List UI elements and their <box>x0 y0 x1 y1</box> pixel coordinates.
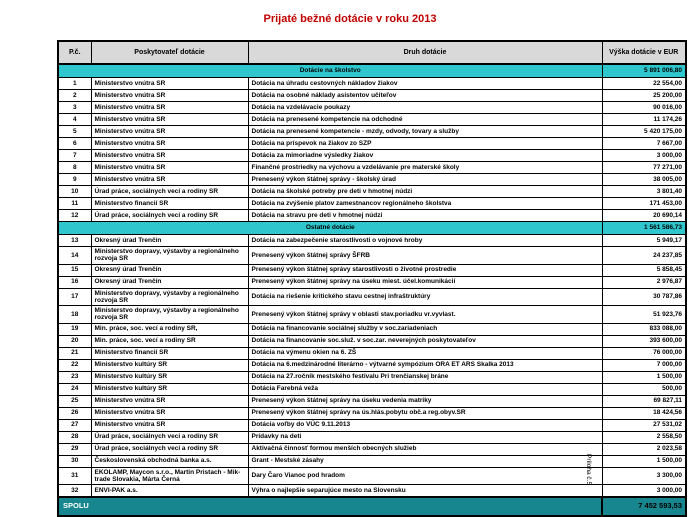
row-number: 15 <box>58 264 91 276</box>
row-amount: 2 558,50 <box>602 431 686 443</box>
row-amount: 7 000,00 <box>602 359 686 371</box>
table-row <box>58 419 686 431</box>
table-row <box>58 395 686 407</box>
row-provider: Ministerstvo dopravy, výstavby a regionálneho rozvoja SR <box>91 247 248 265</box>
row-subsidy-type: Dotácia Farebná veža <box>248 383 602 395</box>
grand-total-row <box>58 497 686 516</box>
row-amount: 25 200,00 <box>602 90 686 102</box>
row-subsidy-type: Aktivačná činnosť formou menších obecných služieb <box>248 443 602 455</box>
row-provider: Ministerstvo dopravy, výstavby a regionálneho rozvoja SR <box>91 288 248 306</box>
row-subsidy-type: Dotácia na osobné náklady asistentov učiteľov <box>248 90 602 102</box>
grand-total-label: SPOLU <box>58 497 602 516</box>
row-number: 32 <box>58 485 91 498</box>
row-amount: 5 949,17 <box>602 235 686 247</box>
row-subsidy-type: Výhra o najlepšie separujúce mesto na Slovensku <box>248 485 602 498</box>
attachment-number-note: Príloha č.5 <box>585 454 592 486</box>
row-subsidy-type: Dotácia voľby do VÚC 9.11.2013 <box>248 419 602 431</box>
col-header-type: Druh dotácie <box>248 41 602 64</box>
table-row <box>58 78 686 90</box>
row-number: 4 <box>58 114 91 126</box>
table-row <box>58 235 686 247</box>
row-subsidy-type: Dotácia na zvýšenie platov zamestnancov regionálneho školstva <box>248 198 602 210</box>
row-subsidy-type: Prenesený výkon štátnej správy ŠFRB <box>248 247 602 265</box>
row-subsidy-type: Prenesený výkon štátnej správy - školský úrad <box>248 174 602 186</box>
row-subsidy-type: Prídavky na deti <box>248 431 602 443</box>
row-subsidy-type: Prenesený výkon štátnej správy starostlivosti o životné prostredie <box>248 264 602 276</box>
table-body <box>58 64 686 497</box>
table-row <box>58 174 686 186</box>
row-amount: 22 554,00 <box>602 78 686 90</box>
row-number: 10 <box>58 186 91 198</box>
row-subsidy-type: Dotácia na riešenie kritického stavu cestnej infraštruktúry <box>248 288 602 306</box>
row-provider: Ministerstvo vnútra SR <box>91 419 248 431</box>
row-subsidy-type: Prenesený výkon štátnej správy na úseku vedenia matriky <box>248 395 602 407</box>
table-row <box>58 485 686 498</box>
row-number: 30 <box>58 455 91 467</box>
table-row <box>58 114 686 126</box>
table-row <box>58 288 686 306</box>
table-row <box>58 247 686 265</box>
subsidies-table-container <box>57 40 685 517</box>
row-subsidy-type: Prenesený výkon štátnej správy v oblasti stav.poriadku vr.vyvlast. <box>248 306 602 324</box>
row-amount: 51 923,76 <box>602 306 686 324</box>
row-number: 23 <box>58 371 91 383</box>
row-number: 12 <box>58 210 91 222</box>
row-amount: 3 801,40 <box>602 186 686 198</box>
table-row <box>58 210 686 222</box>
table-header <box>58 41 686 64</box>
row-provider: Ministerstvo vnútra SR <box>91 138 248 150</box>
row-provider: Československá obchodná banka a.s. <box>91 455 248 467</box>
row-amount: 24 237,85 <box>602 247 686 265</box>
row-number: 17 <box>58 288 91 306</box>
row-amount: 77 271,00 <box>602 162 686 174</box>
row-number: 24 <box>58 383 91 395</box>
table-row <box>58 138 686 150</box>
row-provider: Ministerstvo vnútra SR <box>91 174 248 186</box>
row-number: 31 <box>58 467 91 485</box>
table-row <box>58 359 686 371</box>
row-number: 7 <box>58 150 91 162</box>
row-provider: Ministerstvo dopravy, výstavby a regionálneho rozvoja SR <box>91 306 248 324</box>
row-provider: EKOLAMP, Maycon s.r.o., Martin Pristach - Mik-trade Slovakia, Márta Černá <box>91 467 248 485</box>
grand-total-amount: 7 452 593,53 <box>602 497 686 516</box>
row-amount: 1 500,00 <box>602 371 686 383</box>
section-total-amount: 1 561 586,73 <box>602 222 686 235</box>
row-subsidy-type: Dotácia na 27.ročník mestského festivalu Pri trenčianskej bráne <box>248 371 602 383</box>
row-provider: Úrad práce, sociálnych vecí a rodiny SR <box>91 186 248 198</box>
table-footer <box>58 497 686 516</box>
row-amount: 2 023,58 <box>602 443 686 455</box>
table-row <box>58 323 686 335</box>
row-provider: Ministerstvo financií SR <box>91 198 248 210</box>
row-subsidy-type: Dotácia na financovanie soc.služ. v soc.zar. neverejných poskytovateľov <box>248 335 602 347</box>
row-subsidy-type: Dotácia za mimoriadne výsledky žiakov <box>248 150 602 162</box>
row-subsidy-type: Dotácia na výmenu okien na 6. ZŠ <box>248 347 602 359</box>
row-subsidy-type: Grant - Mestské zásahy <box>248 455 602 467</box>
row-subsidy-type: Dotácia na prenesené kompetencie - mzdy, odvody, tovary a služby <box>248 126 602 138</box>
table-row <box>58 150 686 162</box>
row-number: 8 <box>58 162 91 174</box>
row-number: 5 <box>58 126 91 138</box>
row-provider: Ministerstvo vnútra SR <box>91 407 248 419</box>
table-row <box>58 306 686 324</box>
row-amount: 3 000,00 <box>602 485 686 498</box>
row-amount: 5 420 175,00 <box>602 126 686 138</box>
row-provider: Ministerstvo kultúry SR <box>91 371 248 383</box>
row-provider: Min. práce, soc. vecí a rodiny SR, <box>91 323 248 335</box>
row-provider: Ministerstvo vnútra SR <box>91 162 248 174</box>
row-number: 18 <box>58 306 91 324</box>
row-subsidy-type: Dotácia na zabezpečenie starostlivosti o vojnové hroby <box>248 235 602 247</box>
row-provider: ENVI-PAK a.s. <box>91 485 248 498</box>
row-subsidy-type: Dotácia na príspevok na žiakov zo SZP <box>248 138 602 150</box>
row-provider: Ministerstvo vnútra SR <box>91 126 248 138</box>
row-number: 22 <box>58 359 91 371</box>
row-number: 2 <box>58 90 91 102</box>
row-amount: 69 827,11 <box>602 395 686 407</box>
table-row <box>58 276 686 288</box>
col-header-number: P.č. <box>58 41 91 64</box>
row-number: 19 <box>58 323 91 335</box>
row-number: 6 <box>58 138 91 150</box>
row-provider: Ministerstvo vnútra SR <box>91 102 248 114</box>
col-header-provider: Poskytovateľ dotácie <box>91 41 248 64</box>
row-amount: 38 005,00 <box>602 174 686 186</box>
row-number: 13 <box>58 235 91 247</box>
row-amount: 1 500,00 <box>602 455 686 467</box>
row-number: 14 <box>58 247 91 265</box>
row-subsidy-type: Dotácia na stravu pre deti v hmotnej núdzi <box>248 210 602 222</box>
row-provider: Úrad práce, sociálnych vecí a rodiny SR <box>91 443 248 455</box>
col-header-amount: Výška dotácie v EUR <box>602 41 686 64</box>
row-number: 11 <box>58 198 91 210</box>
row-amount: 171 453,00 <box>602 198 686 210</box>
table-row <box>58 126 686 138</box>
row-number: 29 <box>58 443 91 455</box>
row-amount: 833 088,00 <box>602 323 686 335</box>
table-row <box>58 407 686 419</box>
table-row <box>58 162 686 174</box>
row-amount: 27 531,02 <box>602 419 686 431</box>
section-total-amount: 5 891 006,80 <box>602 64 686 78</box>
row-number: 25 <box>58 395 91 407</box>
row-subsidy-type: Dotácia na prenesené kompetencie na odchodné <box>248 114 602 126</box>
row-provider: Ministerstvo vnútra SR <box>91 395 248 407</box>
table-row <box>58 102 686 114</box>
row-subsidy-type: Dotácia na úhradu cestovných nákladov žiakov <box>248 78 602 90</box>
row-amount: 11 174,26 <box>602 114 686 126</box>
table-row <box>58 335 686 347</box>
row-provider: Ministerstvo vnútra SR <box>91 78 248 90</box>
row-provider: Ministerstvo kultúry SR <box>91 383 248 395</box>
table-row <box>58 264 686 276</box>
subsidies-table <box>57 40 687 517</box>
row-number: 28 <box>58 431 91 443</box>
row-number: 20 <box>58 335 91 347</box>
row-amount: 393 600,00 <box>602 335 686 347</box>
row-number: 16 <box>58 276 91 288</box>
section-header-row <box>58 222 686 235</box>
row-subsidy-type: Prenesený výkon štátnej správy na úseku miest. účel.komunikácií <box>248 276 602 288</box>
table-row <box>58 198 686 210</box>
table-row <box>58 90 686 102</box>
row-subsidy-type: Finančné prostriedky na výchovu a vzdelávanie pre materské školy <box>248 162 602 174</box>
row-provider: Ministerstvo vnútra SR <box>91 90 248 102</box>
table-header-row <box>58 41 686 64</box>
row-amount: 3 300,00 <box>602 467 686 485</box>
row-number: 3 <box>58 102 91 114</box>
row-number: 9 <box>58 174 91 186</box>
row-number: 1 <box>58 78 91 90</box>
table-row <box>58 347 686 359</box>
section-label: Ostatné dotácie <box>58 222 602 235</box>
row-amount: 2 976,87 <box>602 276 686 288</box>
row-number: 27 <box>58 419 91 431</box>
section-label: Dotácie na školstvo <box>58 64 602 78</box>
row-subsidy-type: Dary Čaro Vianoc pod hradom <box>248 467 602 485</box>
row-amount: 30 787,86 <box>602 288 686 306</box>
row-subsidy-type: Prenesený výkon štátnej správy na ús.hlás.pobytu obč.a reg.obyv.SR <box>248 407 602 419</box>
row-provider: Okresný úrad Trenčín <box>91 264 248 276</box>
table-row <box>58 371 686 383</box>
row-provider: Okresný úrad Trenčín <box>91 235 248 247</box>
row-amount: 18 424,56 <box>602 407 686 419</box>
row-provider: Ministerstvo vnútra SR <box>91 114 248 126</box>
row-amount: 3 000,00 <box>602 150 686 162</box>
row-amount: 5 858,45 <box>602 264 686 276</box>
row-provider: Min. práce, soc. vecí a rodiny SR <box>91 335 248 347</box>
row-subsidy-type: Dotácia na financovanie sociálnej služby v soc.zariadeniach <box>248 323 602 335</box>
row-subsidy-type: Dotácia na vzdelávacie poukazy <box>248 102 602 114</box>
row-amount: 90 016,00 <box>602 102 686 114</box>
row-provider: Ministerstvo kultúry SR <box>91 359 248 371</box>
row-provider: Úrad práce, sociálnych vecí a rodiny SR <box>91 210 248 222</box>
row-amount: 20 690,14 <box>602 210 686 222</box>
row-amount: 7 667,00 <box>602 138 686 150</box>
row-provider: Úrad práce, sociálnych vecí a rodiny SR <box>91 431 248 443</box>
row-provider: Ministerstvo vnútra SR <box>91 150 248 162</box>
section-header-row <box>58 64 686 78</box>
table-row <box>58 186 686 198</box>
table-row <box>58 383 686 395</box>
row-amount: 76 000,00 <box>602 347 686 359</box>
row-provider: Ministerstvo financií SR <box>91 347 248 359</box>
row-amount: 500,00 <box>602 383 686 395</box>
row-subsidy-type: Dotácia na školské potreby pre deti v hmotnej núdzi <box>248 186 602 198</box>
page-title: Prijaté bežné dotácie v roku 2013 <box>263 13 437 25</box>
row-number: 26 <box>58 407 91 419</box>
row-provider: Okresný úrad Trenčín <box>91 276 248 288</box>
row-subsidy-type: Dotácia na 6.medzinárodné literárno - výtvarné sympózium ORA ET ARS Skalka 2013 <box>248 359 602 371</box>
row-number: 21 <box>58 347 91 359</box>
table-row <box>58 431 686 443</box>
